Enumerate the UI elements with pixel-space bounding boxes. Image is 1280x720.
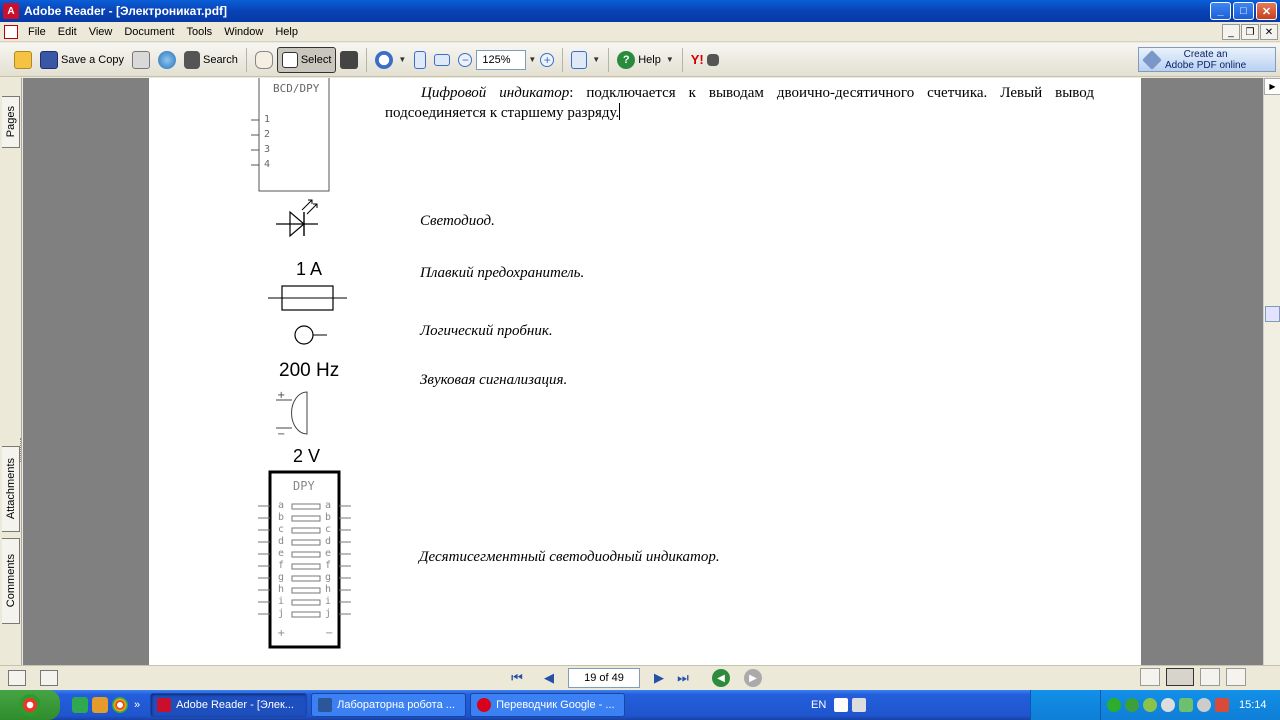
language-indicator[interactable]: EN — [811, 699, 827, 711]
create-pdf-online-button[interactable] — [1138, 47, 1276, 72]
zoom-out-icon: − — [458, 53, 472, 67]
led-symbol — [274, 198, 324, 240]
document-view[interactable] — [23, 78, 1263, 665]
bargraph-pin: d — [278, 536, 285, 547]
document-icon[interactable] — [4, 25, 18, 39]
bargraph-pin: a — [325, 500, 332, 511]
close-button[interactable]: ✕ — [1256, 2, 1277, 20]
bargraph-pin: j — [325, 608, 332, 619]
create-pdf-line2: Adobe PDF online — [1165, 59, 1247, 71]
bargraph-pin: e — [278, 548, 285, 559]
bargraph-pin: c — [278, 524, 285, 535]
window-controls — [1210, 2, 1277, 20]
safely-remove-icon[interactable] — [1179, 698, 1193, 712]
network-tray-icon[interactable] — [852, 698, 866, 712]
bargraph-pin: g — [278, 572, 285, 583]
document-window-controls — [1222, 24, 1278, 40]
save-copy-label: Save a Copy — [61, 53, 124, 66]
zoom-out-button[interactable] — [454, 47, 476, 73]
bargraph-pin: j — [278, 608, 285, 619]
torrent-icon[interactable] — [1143, 698, 1157, 712]
rotate-view-button[interactable] — [567, 47, 604, 73]
go-back-button[interactable]: ◀ — [712, 669, 730, 687]
notification-area — [1100, 690, 1280, 720]
page-layout-button[interactable] — [8, 670, 26, 686]
pdf-page[interactable] — [149, 78, 1141, 665]
save-copy-button[interactable] — [36, 47, 128, 73]
quicklaunch-icon[interactable] — [92, 697, 108, 713]
bargraph-symbol — [257, 470, 357, 650]
fit-width-icon — [434, 54, 450, 66]
yahoo-toolbar-button[interactable] — [687, 47, 723, 73]
chevron-down-icon[interactable]: ▼ — [592, 55, 601, 64]
buzzer-value: 200 Hz — [279, 360, 340, 381]
previous-page-button[interactable]: ◀ — [544, 670, 554, 685]
pen-icon — [1142, 50, 1162, 70]
create-pdf-line1: Create an — [1183, 48, 1228, 60]
fuse-symbol — [267, 283, 349, 313]
taskbar-item-adobe-reader[interactable] — [150, 693, 307, 717]
zoom-in-button[interactable] — [536, 47, 558, 73]
text-select-icon — [282, 52, 298, 68]
volume-icon[interactable] — [1197, 698, 1211, 712]
chevron-down-icon[interactable]: ▼ — [665, 55, 674, 64]
status-bar — [0, 665, 1280, 689]
toolbar — [0, 43, 1280, 77]
menu-document[interactable]: Document — [124, 25, 175, 38]
windows-taskbar — [0, 690, 1280, 720]
task-label: Adobe Reader - [Элек... — [176, 699, 294, 711]
bcd-pin: 4 — [264, 159, 271, 170]
view-mode-buttons — [1140, 668, 1246, 686]
tab-pages-label: Pages — [4, 106, 17, 138]
zoom-tool-button[interactable] — [371, 47, 410, 73]
select-label: Select — [300, 53, 332, 66]
antivirus-icon[interactable] — [1215, 698, 1229, 712]
chrome-icon[interactable] — [112, 697, 128, 713]
scrollbar-thumb[interactable] — [1265, 306, 1280, 322]
fit-page-icon — [414, 51, 426, 69]
toggle-pane-button[interactable] — [40, 670, 58, 686]
toolbar-separator — [366, 48, 367, 72]
hand-icon — [255, 51, 273, 69]
single-page-view-button[interactable] — [1140, 668, 1160, 686]
key-icon[interactable] — [1125, 698, 1139, 712]
svg-text:−: − — [277, 429, 286, 438]
quicklaunch-overflow-icon[interactable]: » — [134, 699, 141, 711]
globe-email-icon — [158, 51, 176, 69]
logic-probe-symbol — [293, 324, 329, 346]
binoculars-icon — [184, 51, 200, 69]
menu-tools[interactable]: Tools — [186, 25, 213, 38]
bargraph-label: DPY — [293, 479, 315, 493]
menu-window[interactable]: Window — [224, 25, 264, 38]
go-forward-button[interactable]: ▶ — [744, 669, 762, 687]
bargraph-pin: i — [325, 596, 332, 607]
start-button[interactable] — [0, 690, 60, 720]
task-label: Лабораторна робота ... — [337, 699, 455, 711]
vertical-scrollbar[interactable] — [1263, 78, 1280, 665]
bcd-label: BCD/DPY — [273, 82, 320, 95]
zoom-in-icon: + — [540, 53, 554, 67]
floppy-disk-icon — [40, 51, 58, 69]
toolbar-separator — [562, 48, 563, 72]
menu-edit[interactable]: Edit — [57, 25, 77, 38]
next-page-button[interactable]: ▶ — [654, 670, 664, 685]
binoculars-icon — [707, 54, 719, 66]
menu-view[interactable]: View — [88, 25, 113, 38]
title-bar — [0, 0, 1280, 22]
fuse-value: 1 A — [296, 259, 323, 279]
text-caret — [619, 103, 620, 120]
tab-pages[interactable] — [2, 96, 20, 148]
fit-width-button[interactable] — [430, 47, 454, 73]
task-label: Переводчик Google - ... — [496, 699, 615, 711]
menu-bar — [0, 22, 1280, 42]
help-icon: ? — [617, 51, 635, 69]
select-tool-button[interactable] — [277, 47, 337, 73]
bargraph-pin: f — [278, 560, 285, 571]
bcd-pin-list — [264, 112, 270, 172]
first-page-button[interactable]: ⏮ — [511, 670, 523, 685]
toolbar-separator — [682, 48, 683, 72]
bargraph-pin: b — [278, 512, 285, 523]
indicator-paragraph — [385, 84, 1094, 123]
fit-height-button[interactable] — [410, 47, 430, 73]
taskbar-item-opera[interactable] — [470, 693, 625, 717]
email-button[interactable] — [154, 47, 180, 73]
speaker-icon[interactable] — [1161, 698, 1175, 712]
bargraph-pin: h — [325, 584, 332, 595]
probe-caption: Логический пробник. — [420, 323, 553, 339]
at-sign-icon[interactable] — [1107, 698, 1121, 712]
bargraph-pin: b — [325, 512, 332, 523]
bargraph-pins-left — [278, 500, 284, 620]
led-caption: Светодиод. — [420, 213, 495, 229]
doc-restore-button[interactable]: ❐ — [1241, 24, 1259, 40]
fuse-caption: Плавкий предохранитель. — [420, 265, 585, 281]
doc-minimize-button[interactable]: _ — [1222, 24, 1240, 40]
bargraph-pin: e — [325, 548, 332, 559]
scroll-right-arrow[interactable]: ▶ — [1264, 78, 1280, 95]
bargraph-pin: c — [325, 524, 332, 535]
zoom-level-input[interactable]: 125% — [476, 50, 526, 70]
toolbar-separator — [246, 48, 247, 72]
zoom-dropdown-icon[interactable]: ▼ — [528, 55, 537, 64]
page-number-input[interactable]: 19 of 49 — [568, 668, 640, 688]
facing-view-button[interactable] — [1200, 668, 1220, 686]
bcd-pin: 3 — [264, 144, 271, 155]
help-tray-icon[interactable] — [834, 698, 848, 712]
buzzer-caption: Звуковая сигнализация. — [420, 372, 568, 388]
magnifier-zoom-icon — [375, 51, 393, 69]
bargraph-pin: i — [278, 596, 285, 607]
buzzer-symbol — [274, 388, 314, 438]
maximize-button[interactable]: □ — [1233, 2, 1254, 20]
menu-file[interactable]: File — [28, 25, 46, 38]
open-button[interactable] — [10, 47, 36, 73]
page-navigation — [508, 668, 762, 688]
bargraph-pin: g — [325, 572, 332, 583]
printer-icon — [132, 51, 150, 69]
adobe-reader-icon — [157, 698, 171, 712]
search-button[interactable] — [180, 47, 242, 73]
paragraph-italic-term: Цифровой индикатор — [421, 85, 570, 101]
adobe-reader-icon: A — [3, 3, 19, 19]
hand-tool-button[interactable] — [251, 47, 277, 73]
bargraph-value: 2 V — [293, 446, 321, 466]
folder-open-icon — [14, 51, 32, 69]
tab-comments[interactable] — [2, 538, 20, 624]
tab-attachments[interactable] — [2, 446, 20, 532]
opera-icon — [477, 698, 491, 712]
window-title: Adobe Reader - [Электроникат.pdf] — [24, 4, 228, 18]
last-page-button[interactable]: ⏭ — [677, 670, 689, 685]
continuous-view-button[interactable] — [1166, 668, 1194, 686]
bargraph-pin: d — [325, 536, 332, 547]
svg-text:+: + — [277, 628, 286, 639]
minimize-button[interactable]: _ — [1210, 2, 1231, 20]
chevron-down-icon[interactable]: ▼ — [398, 55, 407, 64]
toolbar-separator — [608, 48, 609, 72]
quicklaunch-icon[interactable] — [72, 697, 88, 713]
bargraph-pin: a — [278, 500, 285, 511]
bargraph-pins-right — [325, 500, 331, 620]
bcd-pin: 2 — [264, 129, 271, 140]
help-label: Help — [638, 53, 661, 66]
bcd-pin: 1 — [264, 114, 271, 125]
print-button[interactable] — [128, 47, 154, 73]
bargraph-caption: Десятисегментный светодиодный индикатор. — [419, 549, 720, 565]
snapshot-button[interactable] — [336, 47, 362, 73]
word-doc-icon — [318, 698, 332, 712]
paragraph-text: : подключается к выводам двоично-десятичного счетчика. Левый вывод подсоединяется к старшему разряду. — [385, 85, 1094, 121]
camera-icon — [340, 51, 358, 69]
help-button[interactable] — [613, 47, 678, 73]
svg-text:+: + — [277, 390, 286, 401]
continuous-facing-view-button[interactable] — [1226, 668, 1246, 686]
create-pdf-label — [1165, 49, 1246, 71]
svg-text:−: − — [325, 628, 334, 639]
tab-attachments-label: Attachments — [4, 458, 17, 520]
yahoo-logo: Y! — [690, 52, 704, 67]
search-label: Search — [202, 53, 238, 66]
taskbar-item-word[interactable] — [311, 693, 466, 717]
bargraph-pin: f — [325, 560, 332, 571]
windows-logo-icon — [19, 694, 41, 716]
tab-comments-label: Comments — [4, 554, 17, 608]
page-rotate-icon — [571, 51, 587, 69]
bcd-display-symbol — [249, 78, 334, 193]
clock: 15:14 — [1239, 699, 1267, 711]
bargraph-pin: h — [278, 584, 285, 595]
menu-help[interactable]: Help — [275, 25, 298, 38]
navigation-pane — [0, 78, 22, 665]
doc-close-button[interactable]: ✕ — [1260, 24, 1278, 40]
